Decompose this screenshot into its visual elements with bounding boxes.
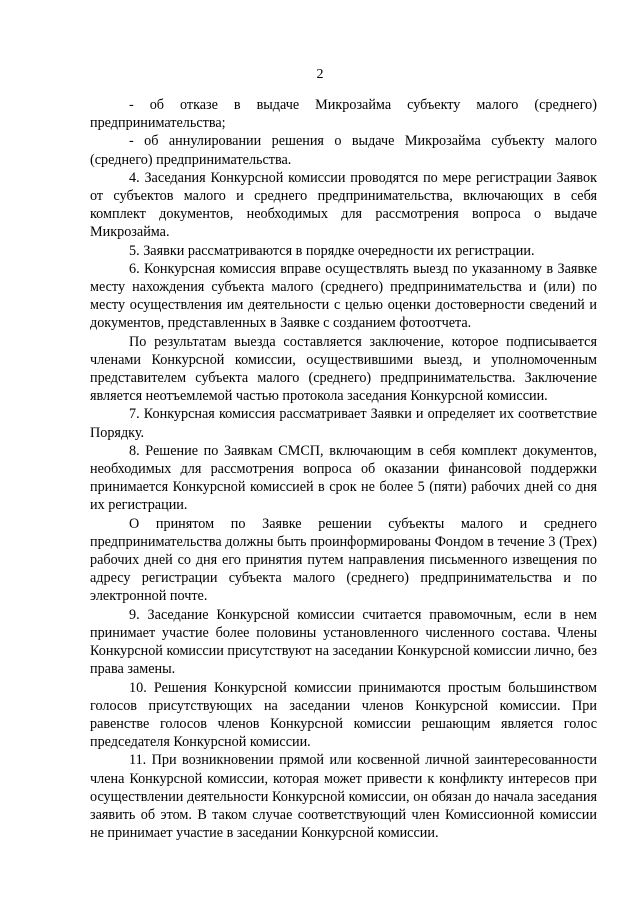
document-body (90, 96, 597, 842)
page-number: 2 (316, 67, 324, 82)
paragraph-item-8-notification: О принятом по Заявке решении субъекты малого и среднего предпринимательства должны быть проинформированы Фондом в течение 3 (Трех) рабочих дней со дня его принятия путем направления письменного извещения по адресу регистрации субъекта малого (среднего) предпринимательства и по электронной почте. (90, 515, 597, 605)
paragraph-item-10: 10. Решения Конкурсной комиссии принимаются простым большинством голосов присутствующих на заседании членов Конкурсной комиссии. При равенстве голосов членов Конкурсной комиссии решающим является голос председателя Конкурсной комиссии. (90, 679, 597, 751)
paragraph-item-6-conclusion: По результатам выезда составляется заключение, которое подписывается членами Конкурсной комиссии, осуществившими выезд, и уполномоченным представителем субъекта малого (среднего) предпринимательства. Заключение является неотъемлемой частью протокола заседания Конкурсной комиссии. (90, 333, 597, 405)
paragraph-item-6: 6. Конкурсная комиссия вправе осуществлять выезд по указанному в Заявке месту нахождения субъекта малого (среднего) предпринимательства и (или) по месту осуществления им деятельности с целью оценки достоверности сведений и документов, представленных в Заявке с созданием фотоотчета. (90, 260, 597, 332)
paragraph-annulment: - об аннулировании решения о выдаче Микрозайма субъекту малого (среднего) предпринимательства. (90, 133, 597, 168)
paragraph-item-4: 4. Заседания Конкурсной комиссии проводятся по мере регистрации Заявок от субъектов малого и среднего предпринимательства, включающих в себя комплект документов, необходимых для рассмотрения вопроса о выдаче Микрозайма. (90, 169, 597, 241)
paragraph-item-11: 11. При возникновении прямой или косвенной личной заинтересованности члена Конкурсной комиссии, которая может привести к конфликту интересов при осуществлении деятельности Конкурсной комиссии, он обязан до начала заседания заявить об этом. В таком случае соответствующий член Комиссионной комиссии не принимает участие в заседании Конкурсной комиссии. (90, 752, 597, 842)
paragraph-refusal: - об отказе в выдаче Микрозайма субъекту малого (среднего) предпринимательства; (90, 97, 597, 132)
paragraph-item-9: 9. Заседание Конкурсной комиссии считается правомочным, если в нем принимает участие более половины установленного численного состава. Члены Конкурсной комиссии присутствуют на заседании Конкурсной комиссии лично, без права замены. (90, 606, 597, 678)
paragraph-item-8: 8. Решение по Заявкам СМСП, включающим в себя комплект документов, необходимых для рассмотрения вопроса об оказании финансовой поддержки принимается Конкурсной комиссией в срок не более 5 (пяти) рабочих дней со дня их регистрации. (90, 442, 597, 514)
paragraph-item-7: 7. Конкурсная комиссия рассматривает Заявки и определяет их соответствие Порядку. (90, 406, 597, 441)
paragraph-item-5: 5. Заявки рассматриваются в порядке очередности их регистрации. (129, 242, 535, 259)
